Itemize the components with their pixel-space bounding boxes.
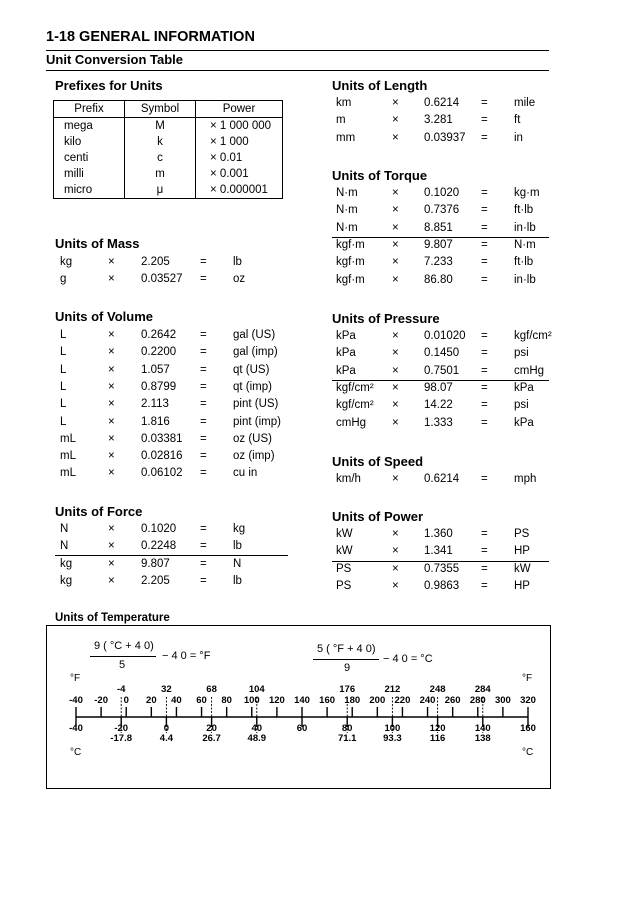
factor: 0.8799	[141, 380, 177, 393]
to-unit: qt (US)	[233, 363, 270, 376]
f-tick-label: 40	[171, 695, 182, 706]
multiply-sign: ×	[108, 415, 115, 428]
factor: 8.851	[424, 221, 453, 234]
from-unit: L	[60, 363, 67, 376]
c-tick-label: 140	[474, 723, 491, 734]
multiply-sign: ×	[392, 204, 399, 217]
multiply-sign: ×	[392, 187, 399, 199]
f-formula-numerator: 9 ( °C + 4 0)	[94, 640, 154, 652]
factor: 2.113	[141, 398, 169, 411]
f-pair-label: 284	[474, 684, 491, 695]
length-title: Units of Length	[332, 78, 428, 93]
to-unit: kPa	[514, 381, 534, 394]
factor: 3.281	[424, 114, 453, 127]
factor: 0.6214	[424, 473, 460, 485]
f-tick-label: 140	[294, 695, 310, 706]
f-pair-label: 68	[206, 684, 217, 695]
equals-sign: =	[200, 540, 207, 553]
power-cell: × 1 000 000	[196, 118, 283, 135]
to-unit: HP	[514, 579, 530, 592]
c-tick-label: 60	[296, 723, 308, 734]
factor: 0.2248	[141, 540, 177, 553]
to-unit: in	[514, 131, 523, 144]
f-pair-label: 248	[429, 684, 446, 695]
multiply-sign: ×	[392, 562, 399, 575]
equals-sign: =	[200, 380, 207, 393]
equals-sign: =	[481, 273, 488, 286]
c-formula-numerator: 5 ( °F + 4 0)	[317, 643, 376, 655]
factor: 0.7376	[424, 204, 460, 217]
f-tick-label: 20	[146, 695, 157, 706]
equals-sign: =	[200, 467, 207, 480]
c-tick-label: 120	[429, 723, 446, 734]
f-tick-label: 0	[123, 695, 129, 706]
multiply-sign: ×	[108, 467, 115, 480]
f-tick-label: 80	[221, 695, 232, 706]
to-unit: psi	[514, 399, 529, 412]
symbol-cell: M	[125, 118, 196, 135]
from-unit: L	[60, 329, 67, 341]
equals-sign: =	[200, 415, 207, 428]
c-pair-label: 93.3	[383, 733, 402, 744]
c-tick-label: 80	[341, 723, 353, 734]
multiply-sign: ×	[392, 238, 399, 251]
to-unit: ft·lb	[514, 204, 534, 217]
from-unit: km	[336, 97, 352, 109]
factor: 0.03381	[141, 432, 183, 445]
equals-sign: =	[200, 256, 207, 268]
to-unit: oz (imp)	[233, 450, 275, 463]
prefix-cell: micro	[64, 184, 93, 196]
from-unit: L	[60, 380, 67, 393]
f-tick-label: 320	[520, 695, 536, 706]
f-tick-label: 180	[344, 695, 361, 706]
power-cell: × 0.000001	[196, 182, 283, 199]
prefix-cell: mega	[64, 120, 93, 132]
from-unit: kW	[336, 528, 353, 540]
page-subtitle: Unit Conversion Table	[46, 52, 183, 67]
multiply-sign: ×	[108, 557, 115, 570]
from-unit: N	[60, 540, 69, 553]
page-header: 1-18 GENERAL INFORMATION	[46, 29, 255, 45]
from-unit: L	[60, 398, 67, 411]
equals-sign: =	[200, 346, 207, 359]
equals-sign: =	[481, 528, 488, 540]
to-unit: mph	[514, 473, 537, 485]
f-tick-label: 280	[469, 695, 486, 706]
equals-sign: =	[200, 398, 207, 411]
to-unit: N	[233, 557, 242, 570]
from-unit: kgf/cm²	[336, 399, 374, 412]
power-cell: × 0.01	[196, 150, 283, 166]
multiply-sign: ×	[108, 380, 115, 393]
c-pair-label: 116	[429, 733, 446, 744]
to-unit: pint (US)	[233, 398, 279, 411]
factor: 0.1450	[424, 347, 460, 360]
multiply-sign: ×	[392, 528, 399, 540]
to-unit: lb	[233, 574, 242, 587]
factor: 0.01020	[424, 330, 466, 342]
equals-sign: =	[481, 204, 488, 217]
mass-title: Units of Mass	[55, 236, 140, 251]
to-unit: HP	[514, 545, 530, 558]
to-unit: kg	[233, 523, 246, 535]
equals-sign: =	[200, 273, 207, 286]
to-unit: in·lb	[514, 221, 536, 234]
equals-sign: =	[481, 545, 488, 558]
from-unit: mL	[60, 432, 76, 445]
factor: 9.807	[141, 557, 170, 570]
multiply-sign: ×	[108, 398, 115, 411]
equals-sign: =	[200, 363, 207, 376]
power-cell: × 1 000	[196, 134, 283, 150]
equals-sign: =	[481, 381, 488, 394]
torque-title: Units of Torque	[332, 168, 428, 183]
multiply-sign: ×	[392, 330, 399, 342]
from-unit: kgf/cm²	[336, 381, 374, 394]
to-unit: N·m	[514, 238, 536, 251]
c-tick-label: 0	[163, 723, 170, 734]
factor: 0.6214	[424, 97, 460, 109]
column-header: Power	[196, 101, 283, 118]
to-unit: kg·m	[514, 187, 540, 199]
multiply-sign: ×	[108, 574, 115, 587]
equals-sign: =	[200, 432, 207, 445]
c-tick-label: -20	[114, 723, 129, 734]
equals-sign: =	[200, 450, 207, 463]
power-title: Units of Power	[332, 509, 424, 524]
factor: 0.7501	[424, 364, 460, 377]
from-unit: kgf·m	[336, 256, 365, 269]
f-tick-label: 200	[369, 695, 386, 706]
f-formula-tail: − 4 0 = °F	[162, 650, 211, 662]
prefix-cell: milli	[64, 168, 84, 180]
to-unit: gal (imp)	[233, 346, 278, 359]
f-pair-label: -4	[116, 684, 126, 695]
column-header: Symbol	[125, 101, 196, 118]
equals-sign: =	[481, 97, 488, 109]
from-unit: L	[60, 415, 67, 428]
multiply-sign: ×	[108, 329, 115, 341]
multiply-sign: ×	[392, 97, 399, 109]
from-unit: PS	[336, 579, 352, 592]
equals-sign: =	[481, 364, 488, 377]
multiply-sign: ×	[108, 523, 115, 535]
f-pair-label: 176	[339, 684, 356, 695]
f-tick-label: 60	[196, 695, 207, 706]
prefix-cell: centi	[64, 152, 89, 164]
unit-c-left: °C	[70, 747, 82, 758]
multiply-sign: ×	[108, 450, 115, 463]
from-unit: N	[60, 523, 69, 535]
from-unit: mm	[336, 131, 356, 144]
f-pair-label: 212	[384, 684, 401, 695]
multiply-sign: ×	[392, 545, 399, 558]
c-tick-label: 40	[251, 723, 263, 734]
from-unit: N·m	[336, 187, 358, 199]
c-tick-label: 20	[206, 723, 217, 734]
c-pair-label: 71.1	[337, 733, 357, 744]
equals-sign: =	[200, 574, 207, 587]
from-unit: kPa	[336, 347, 356, 360]
prefix-cell: kilo	[64, 136, 82, 148]
equals-sign: =	[481, 399, 488, 412]
equals-sign: =	[481, 416, 488, 429]
power-cell: × 0.001	[196, 166, 283, 182]
multiply-sign: ×	[108, 256, 115, 268]
c-pair-label: 48.9	[247, 733, 267, 744]
equals-sign: =	[481, 347, 488, 360]
symbol-cell: μ	[125, 182, 196, 199]
f-tick-label: -40	[69, 695, 83, 706]
f-tick-label: 300	[494, 695, 511, 706]
c-pair-label: -17.8	[110, 733, 133, 744]
to-unit: qt (imp)	[233, 380, 272, 393]
to-unit: ft	[514, 114, 521, 127]
f-tick-label: 100	[243, 695, 260, 706]
volume-title: Units of Volume	[55, 309, 153, 324]
to-unit: lb	[233, 540, 242, 553]
factor: 0.03527	[141, 273, 183, 286]
equals-sign: =	[481, 238, 488, 251]
to-unit: lb	[233, 256, 242, 268]
multiply-sign: ×	[392, 221, 399, 234]
factor: 0.9863	[424, 579, 460, 592]
factor: 0.1020	[424, 187, 460, 199]
c-formula-denominator: 9	[344, 662, 351, 674]
multiply-sign: ×	[392, 347, 399, 360]
factor: 0.7355	[424, 562, 460, 575]
from-unit: kgf·m	[336, 273, 365, 286]
equals-sign: =	[481, 256, 488, 269]
multiply-sign: ×	[392, 473, 399, 485]
to-unit: kgf/cm²	[514, 330, 552, 342]
f-tick-label: 120	[268, 695, 285, 706]
f-pair-label: 104	[248, 684, 265, 695]
equals-sign: =	[481, 562, 488, 575]
multiply-sign: ×	[392, 381, 399, 394]
symbol-cell: k	[125, 134, 196, 150]
factor: 9.807	[424, 238, 453, 251]
unit-f-right: °F	[522, 673, 533, 684]
equals-sign: =	[481, 473, 488, 485]
from-unit: g	[60, 273, 67, 286]
c-tick-label: 160	[520, 723, 536, 734]
multiply-sign: ×	[392, 416, 399, 429]
prefixes-title: Prefixes for Units	[55, 78, 163, 93]
temperature-title: Units of Temperature	[55, 612, 170, 624]
to-unit: PS	[514, 528, 530, 540]
unit-f-left: °F	[70, 673, 81, 684]
c-tick-label: 100	[384, 723, 401, 734]
from-unit: cmHg	[336, 416, 367, 429]
equals-sign: =	[481, 187, 488, 199]
from-unit: kg	[60, 256, 73, 268]
to-unit: ft·lb	[514, 256, 534, 269]
factor: 1.360	[424, 528, 453, 540]
f-tick-label: 260	[444, 695, 461, 706]
factor: 0.03937	[424, 131, 466, 144]
factor: 98.07	[424, 381, 453, 394]
from-unit: kPa	[336, 364, 356, 377]
to-unit: in·lb	[514, 273, 536, 286]
f-tick-label: 220	[394, 695, 411, 706]
factor: 2.205	[141, 574, 170, 587]
factor: 7.233	[424, 256, 453, 269]
from-unit: mL	[60, 450, 76, 463]
c-pair-label: 4.4	[159, 733, 173, 744]
from-unit: kW	[336, 545, 353, 558]
symbol-cell: m	[125, 166, 196, 182]
factor: 1.816	[141, 415, 170, 428]
force-title: Units of Force	[55, 504, 143, 519]
from-unit: N·m	[336, 221, 358, 234]
from-unit: PS	[336, 562, 352, 575]
from-unit: L	[60, 346, 67, 359]
to-unit: kPa	[514, 416, 534, 429]
equals-sign: =	[481, 330, 488, 342]
to-unit: oz	[233, 273, 246, 286]
to-unit: kW	[514, 562, 531, 575]
equals-sign: =	[481, 114, 488, 127]
from-unit: kPa	[336, 330, 356, 342]
multiply-sign: ×	[392, 256, 399, 269]
factor: 0.1020	[141, 523, 177, 535]
to-unit: pint (imp)	[233, 415, 281, 428]
speed-title: Units of Speed	[332, 454, 424, 469]
multiply-sign: ×	[392, 364, 399, 377]
factor: 2.205	[141, 256, 170, 268]
equals-sign: =	[200, 557, 207, 570]
f-tick-label: 160	[319, 695, 336, 706]
equals-sign: =	[200, 523, 207, 535]
multiply-sign: ×	[108, 273, 115, 286]
from-unit: N·m	[336, 204, 358, 217]
factor: 0.06102	[141, 467, 183, 480]
from-unit: kgf·m	[336, 238, 365, 251]
multiply-sign: ×	[108, 346, 115, 359]
equals-sign: =	[481, 579, 488, 592]
factor: 1.341	[424, 545, 453, 558]
multiply-sign: ×	[392, 273, 399, 286]
pressure-title: Units of Pressure	[332, 311, 440, 326]
factor: 0.2200	[141, 346, 177, 359]
multiply-sign: ×	[392, 114, 399, 127]
factor: 1.333	[424, 416, 453, 429]
from-unit: kg	[60, 557, 73, 570]
to-unit: cmHg	[514, 364, 545, 377]
c-pair-label: 138	[474, 733, 491, 744]
f-formula-denominator: 5	[119, 659, 126, 671]
from-unit: kg	[60, 574, 73, 587]
f-tick-label: -20	[94, 695, 108, 706]
symbol-cell: c	[125, 150, 196, 166]
c-formula-tail: − 4 0 = °C	[383, 653, 433, 665]
f-pair-label: 32	[161, 684, 172, 695]
unit-c-right: °C	[522, 747, 534, 758]
multiply-sign: ×	[108, 432, 115, 445]
factor: 1.057	[141, 363, 170, 376]
f-tick-label: 240	[419, 695, 436, 706]
factor: 14.22	[424, 399, 453, 412]
c-pair-label: 26.7	[202, 733, 221, 744]
column-header: Prefix	[54, 101, 125, 118]
to-unit: gal (US)	[233, 329, 276, 341]
to-unit: psi	[514, 347, 529, 360]
from-unit: km/h	[336, 473, 361, 485]
to-unit: cu in	[233, 467, 258, 480]
equals-sign: =	[200, 329, 207, 341]
to-unit: oz (US)	[233, 432, 272, 445]
factor: 0.2642	[141, 329, 177, 341]
multiply-sign: ×	[392, 131, 399, 144]
factor: 86.80	[424, 273, 453, 286]
from-unit: m	[336, 114, 346, 127]
to-unit: mile	[514, 97, 536, 109]
factor: 0.02816	[141, 450, 183, 463]
multiply-sign: ×	[108, 363, 115, 376]
multiply-sign: ×	[392, 399, 399, 412]
from-unit: mL	[60, 467, 76, 480]
equals-sign: =	[481, 131, 488, 144]
multiply-sign: ×	[108, 540, 115, 553]
multiply-sign: ×	[392, 579, 399, 592]
c-tick-label: -40	[69, 723, 83, 734]
equals-sign: =	[481, 221, 488, 234]
